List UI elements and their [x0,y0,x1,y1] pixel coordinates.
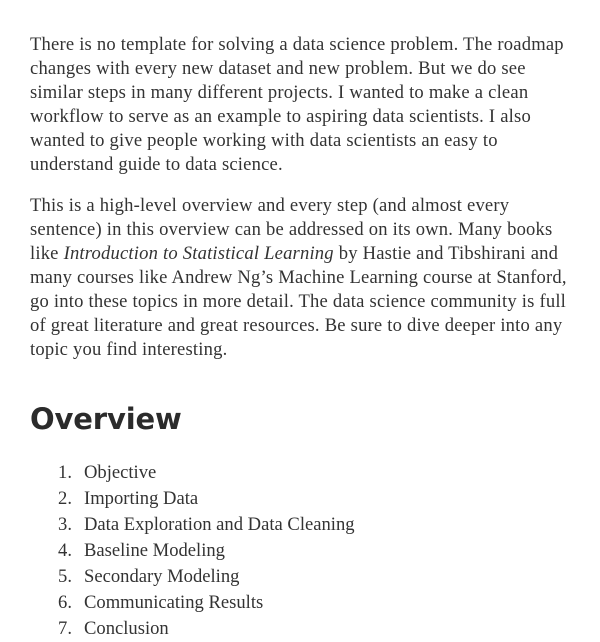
list-item [30,486,570,512]
list-item-label: Objective [84,462,157,483]
list-item-marker: 6. [58,592,72,613]
list-item-marker: 7. [58,618,72,639]
book-title-italic: Introduction to Statistical Learning [63,243,334,264]
overview-section [30,402,570,642]
scope-paragraph-text-before-title: This is a high-level overview and every step (and almost every sentence) in this overview can be addressed on its own. Many books like [30,195,553,264]
list-item [30,616,570,642]
list-item-marker: 4. [58,540,72,561]
list-item [30,538,570,564]
list-item-label: Secondary Modeling [84,566,240,587]
scope-paragraph [30,194,570,362]
article-body [30,33,570,642]
intro-paragraph-text: There is no template for solving a data science problem. The roadmap changes with every new dataset and new problem. But we do see similar steps in many different projects. I wanted to make a clean workflow to serve as an example to aspiring data scientists. I also wanted to give people working with data scientists an easy to understand guide to data science. [30,34,564,175]
list-item-label: Data Exploration and Data Cleaning [84,514,355,535]
list-item-marker: 5. [58,566,72,587]
list-item [30,512,570,538]
list-item-label: Conclusion [84,618,169,639]
overview-heading: Overview [30,402,182,436]
list-item-label: Communicating Results [84,592,264,613]
list-item-marker: 3. [58,514,72,535]
list-item [30,564,570,590]
intro-paragraph [30,33,570,177]
list-item-label: Importing Data [84,488,199,509]
list-item [30,460,570,486]
list-item-label: Baseline Modeling [84,540,225,561]
scope-paragraph-text-after-title: by Hastie and Tibshirani and many courses like Andrew Ng’s Machine Learning course at Stanford, go into these topics in more detail. The data science community is full of great literature and great resources. Be sure to dive deeper into any topic you find interesting. [30,243,567,360]
list-item-marker: 2. [58,488,72,509]
overview-list [30,460,570,642]
list-item [30,590,570,616]
list-item-marker: 1. [58,462,72,483]
